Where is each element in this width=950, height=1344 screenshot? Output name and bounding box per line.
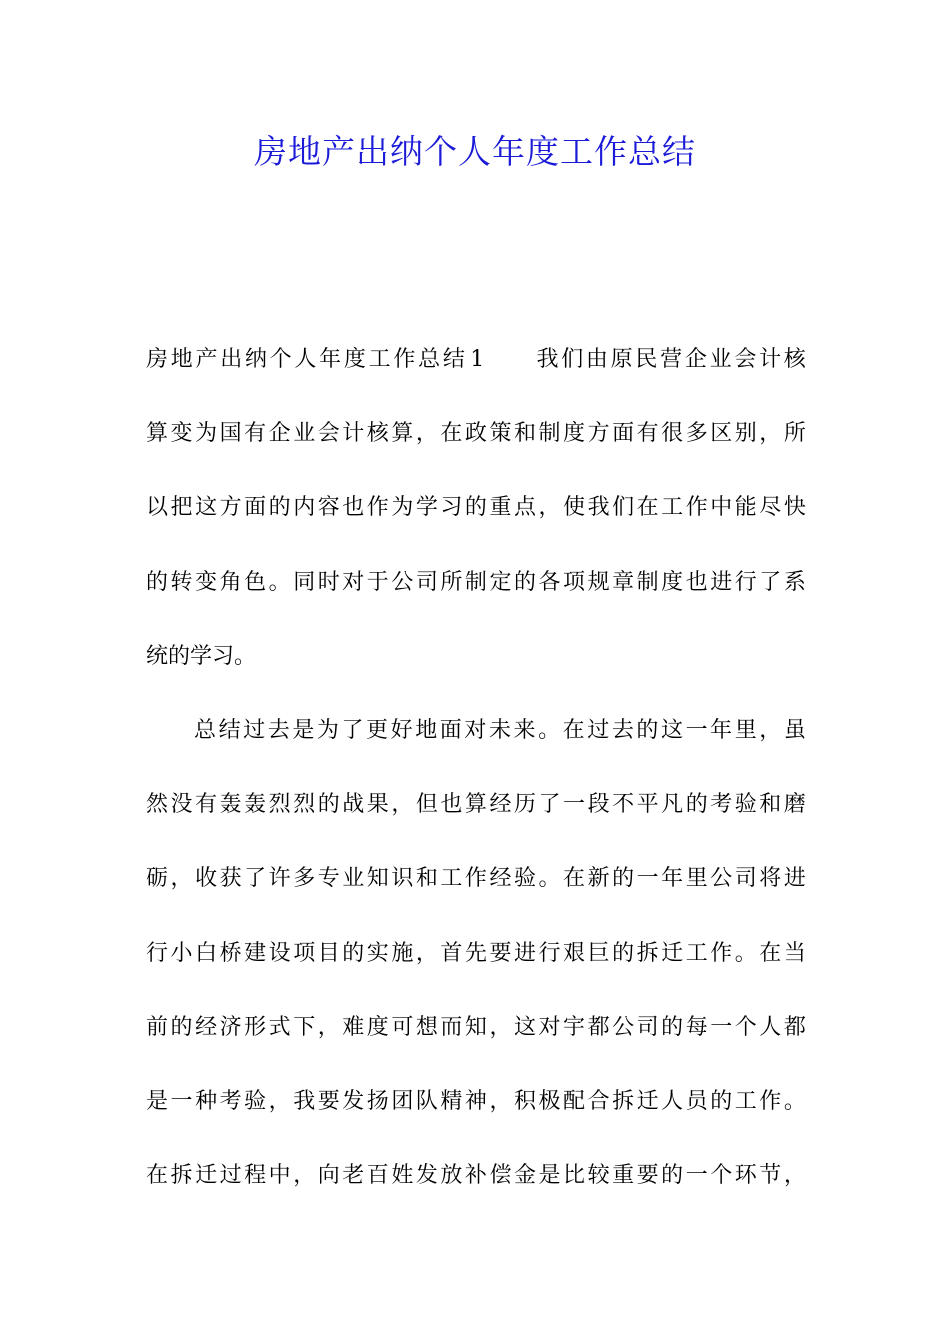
document-body xyxy=(146,335,806,1225)
text-line: 行 小 白 桥 建 设 项 目 的 实 施 ， 首 先 要 进 行 艰 巨 的 拆 迁 工 作 。 在 当 xyxy=(146,940,806,966)
text-line: 前 的 经 济 形 式 下 ， 难 度 可 想 而 知 ， 这 对 宇 都 公 司 的 每 一 个 人 都 xyxy=(146,1014,806,1040)
text-line: 的 转 变 角 色 。 同 时 对 于 公 司 所 制 定 的 各 项 规 章 制 度 也 进 行 了 系 xyxy=(146,569,806,595)
text-line: 在 拆 迁 过 程 中 ， 向 老 百 姓 发 放 补 偿 金 是 比 较 重 要 的 一 个 环 节 ， xyxy=(146,1163,806,1189)
text-line: 然 没 有 轰 轰 烈 烈 的 战 果 ， 但 也 算 经 历 了 一 段 不 平 凡 的 考 验 和 磨 xyxy=(146,792,806,818)
text-line: 以 把 这 方 面 的 内 容 也 作 为 学 习 的 重 点 ， 使 我 们 在 工 作 中 能 尽 快 xyxy=(146,495,806,521)
document-title: 房地产出纳个人年度工作总结 xyxy=(254,132,696,171)
text-line: 统的学习。 xyxy=(146,643,257,669)
text-line: 总 结 过 去 是 为 了 更 好 地 面 对 未 来 。 在 过 去 的 这 一 年 里 ， 虽 xyxy=(194,717,806,743)
text-line: 房 地 产 出 纳 个 人 年 度 工 作 总 结 1 我 们 由 原 民 营 企 业 会 计 核 xyxy=(146,347,806,372)
text-line: 是 一 种 考 验 ， 我 要 发 扬 团 队 精 神 ， 积 极 配 合 拆 迁 人 员 的 工 作 。 xyxy=(146,1088,806,1114)
text-line: 砺 ， 收 获 了 许 多 专 业 知 识 和 工 作 经 验 。 在 新 的 一 年 里 公 司 将 进 xyxy=(146,866,806,892)
text-line: 算 变 为 国 有 企 业 会 计 核 算 ， 在 政 策 和 制 度 方 面 有 很 多 区 别 ， 所 xyxy=(146,421,806,447)
